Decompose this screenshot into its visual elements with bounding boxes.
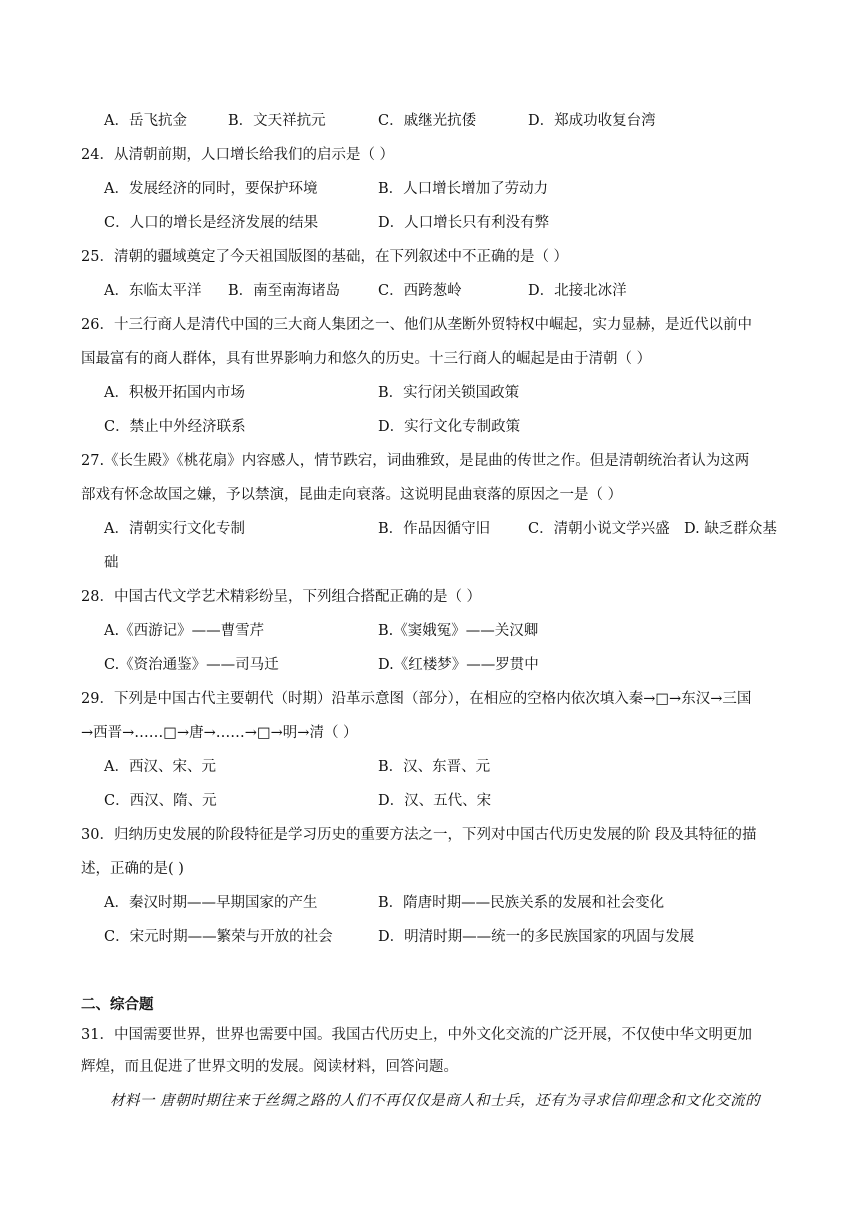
q23-option-a: A．岳飞抗金 [104, 113, 187, 129]
q24-option-a: A．发展经济的同时，要保护环境 [104, 181, 318, 197]
q27-option-c: C．清朝小说文学兴盛 [528, 521, 670, 537]
q29-option-b: B．汉、东晋、元 [378, 759, 491, 775]
q24-stem: 24．从清朝前期，人口增长给我们的启示是（ ） [81, 147, 395, 163]
q29-stem-line1: 29．下列是中国古代主要朝代（时期）沿革示意图（部分），在相应的空格内依次填入秦→□→东汉→三国 [81, 691, 752, 707]
q25-option-d: D．北接北冰洋 [528, 283, 627, 299]
q23-option-c: C．戚继光抗倭 [378, 113, 477, 129]
q27-option-d-wrap: 础 [104, 555, 119, 571]
q25-stem: 25．清朝的疆域奠定了今天祖国版图的基础，在下列叙述中不正确的是（ ） [81, 249, 569, 265]
q27-stem-line2: 部戏有怀念故国之嫌，予以禁演，昆曲走向衰落。这说明昆曲衰落的原因之一是（ ） [81, 487, 623, 503]
q31-stem-line2: 辉煌，而且促进了世界文明的发展。阅读材料，回答问题。 [81, 1059, 458, 1075]
q30-option-a: A．秦汉时期——早期国家的产生 [104, 895, 318, 911]
q26-stem-line2: 国最富有的商人群体，具有世界影响力和悠久的历史。十三行商人的崛起是由于清朝（ ） [81, 351, 652, 367]
q28-option-c: C.《资治通鉴》——司马迁 [104, 657, 279, 673]
q30-option-d: D．明清时期——统一的多民族国家的巩固与发展 [378, 929, 695, 945]
q29-option-c: C．西汉、隋、元 [104, 793, 217, 809]
q23-option-d: D．郑成功收复台湾 [528, 113, 656, 129]
q31-stem-line1: 31．中国需要世界，世界也需要中国。我国古代历史上，中外文化交流的广泛开展，不仅使中华文明更加 [81, 1027, 752, 1043]
q25-option-c: C．西跨葱岭 [378, 283, 462, 299]
q29-stem-line2: →西晋→……□→唐→……→□→明→清（ ） [81, 725, 358, 741]
q24-option-d: D．人口增长只有利没有弊 [378, 215, 550, 231]
q26-option-b: B．实行闭关锁国政策 [378, 385, 520, 401]
section-2-heading: 二、综合题 [81, 997, 154, 1013]
q30-stem-line1: 30．归纳历史发展的阶段特征是学习历史的重要方法之一，下列对中国古代历史发展的阶 段及其特征的描 [81, 827, 757, 843]
q26-option-d: D．实行文化专制政策 [378, 419, 521, 435]
q28-option-a: A.《西游记》——曹雪芹 [104, 623, 265, 639]
q27-option-b: B．作品因循守旧 [378, 521, 491, 537]
q28-option-b: B.《窦娥冤》——关汉卿 [378, 623, 539, 639]
q29-option-d: D．汉、五代、宋 [378, 793, 492, 809]
q26-stem-line1: 26．十三行商人是清代中国的三大商人集团之一、他们从垄断外贸特权中崛起，实力显赫，是近代以前中 [81, 317, 752, 333]
q27-option-d: D. 缺乏群众基 [684, 521, 777, 537]
q26-option-c: C．禁止中外经济联系 [104, 419, 246, 435]
q28-option-d: D.《红楼梦》——罗贯中 [378, 657, 539, 673]
q30-option-b: B．隋唐时期——民族关系的发展和社会变化 [378, 895, 665, 911]
q27-option-a: A．清朝实行文化专制 [104, 521, 245, 537]
q26-option-a: A．积极开拓国内市场 [104, 385, 245, 401]
q25-option-a: A．东临太平洋 [104, 283, 202, 299]
q28-stem: 28．中国古代文学艺术精彩纷呈，下列组合搭配正确的是（ ） [81, 589, 482, 605]
q27-stem-line1: 27.《长生殿》《桃花扇》内容感人，情节跌宕，词曲雅致，是昆曲的传世之作。但是清朝统治者认为这两 [81, 453, 750, 469]
q30-option-c: C．宋元时期——繁荣与开放的社会 [104, 929, 333, 945]
q29-option-a: A．西汉、宋、元 [104, 759, 216, 775]
q31-material-1: 材料一 唐朝时期往来于丝绸之路的人们不再仅仅是商人和士兵，还有为寻求信仰理念和文化交流的 [110, 1093, 761, 1109]
q23-option-b: B．文天祥抗元 [228, 113, 326, 129]
q30-stem-line2: 述，正确的是( ) [81, 861, 184, 877]
q24-option-c: C．人口的增长是经济发展的结果 [104, 215, 319, 231]
q25-option-b: B．南至南海诸岛 [228, 283, 341, 299]
q24-option-b: B．人口增长增加了劳动力 [378, 181, 549, 197]
